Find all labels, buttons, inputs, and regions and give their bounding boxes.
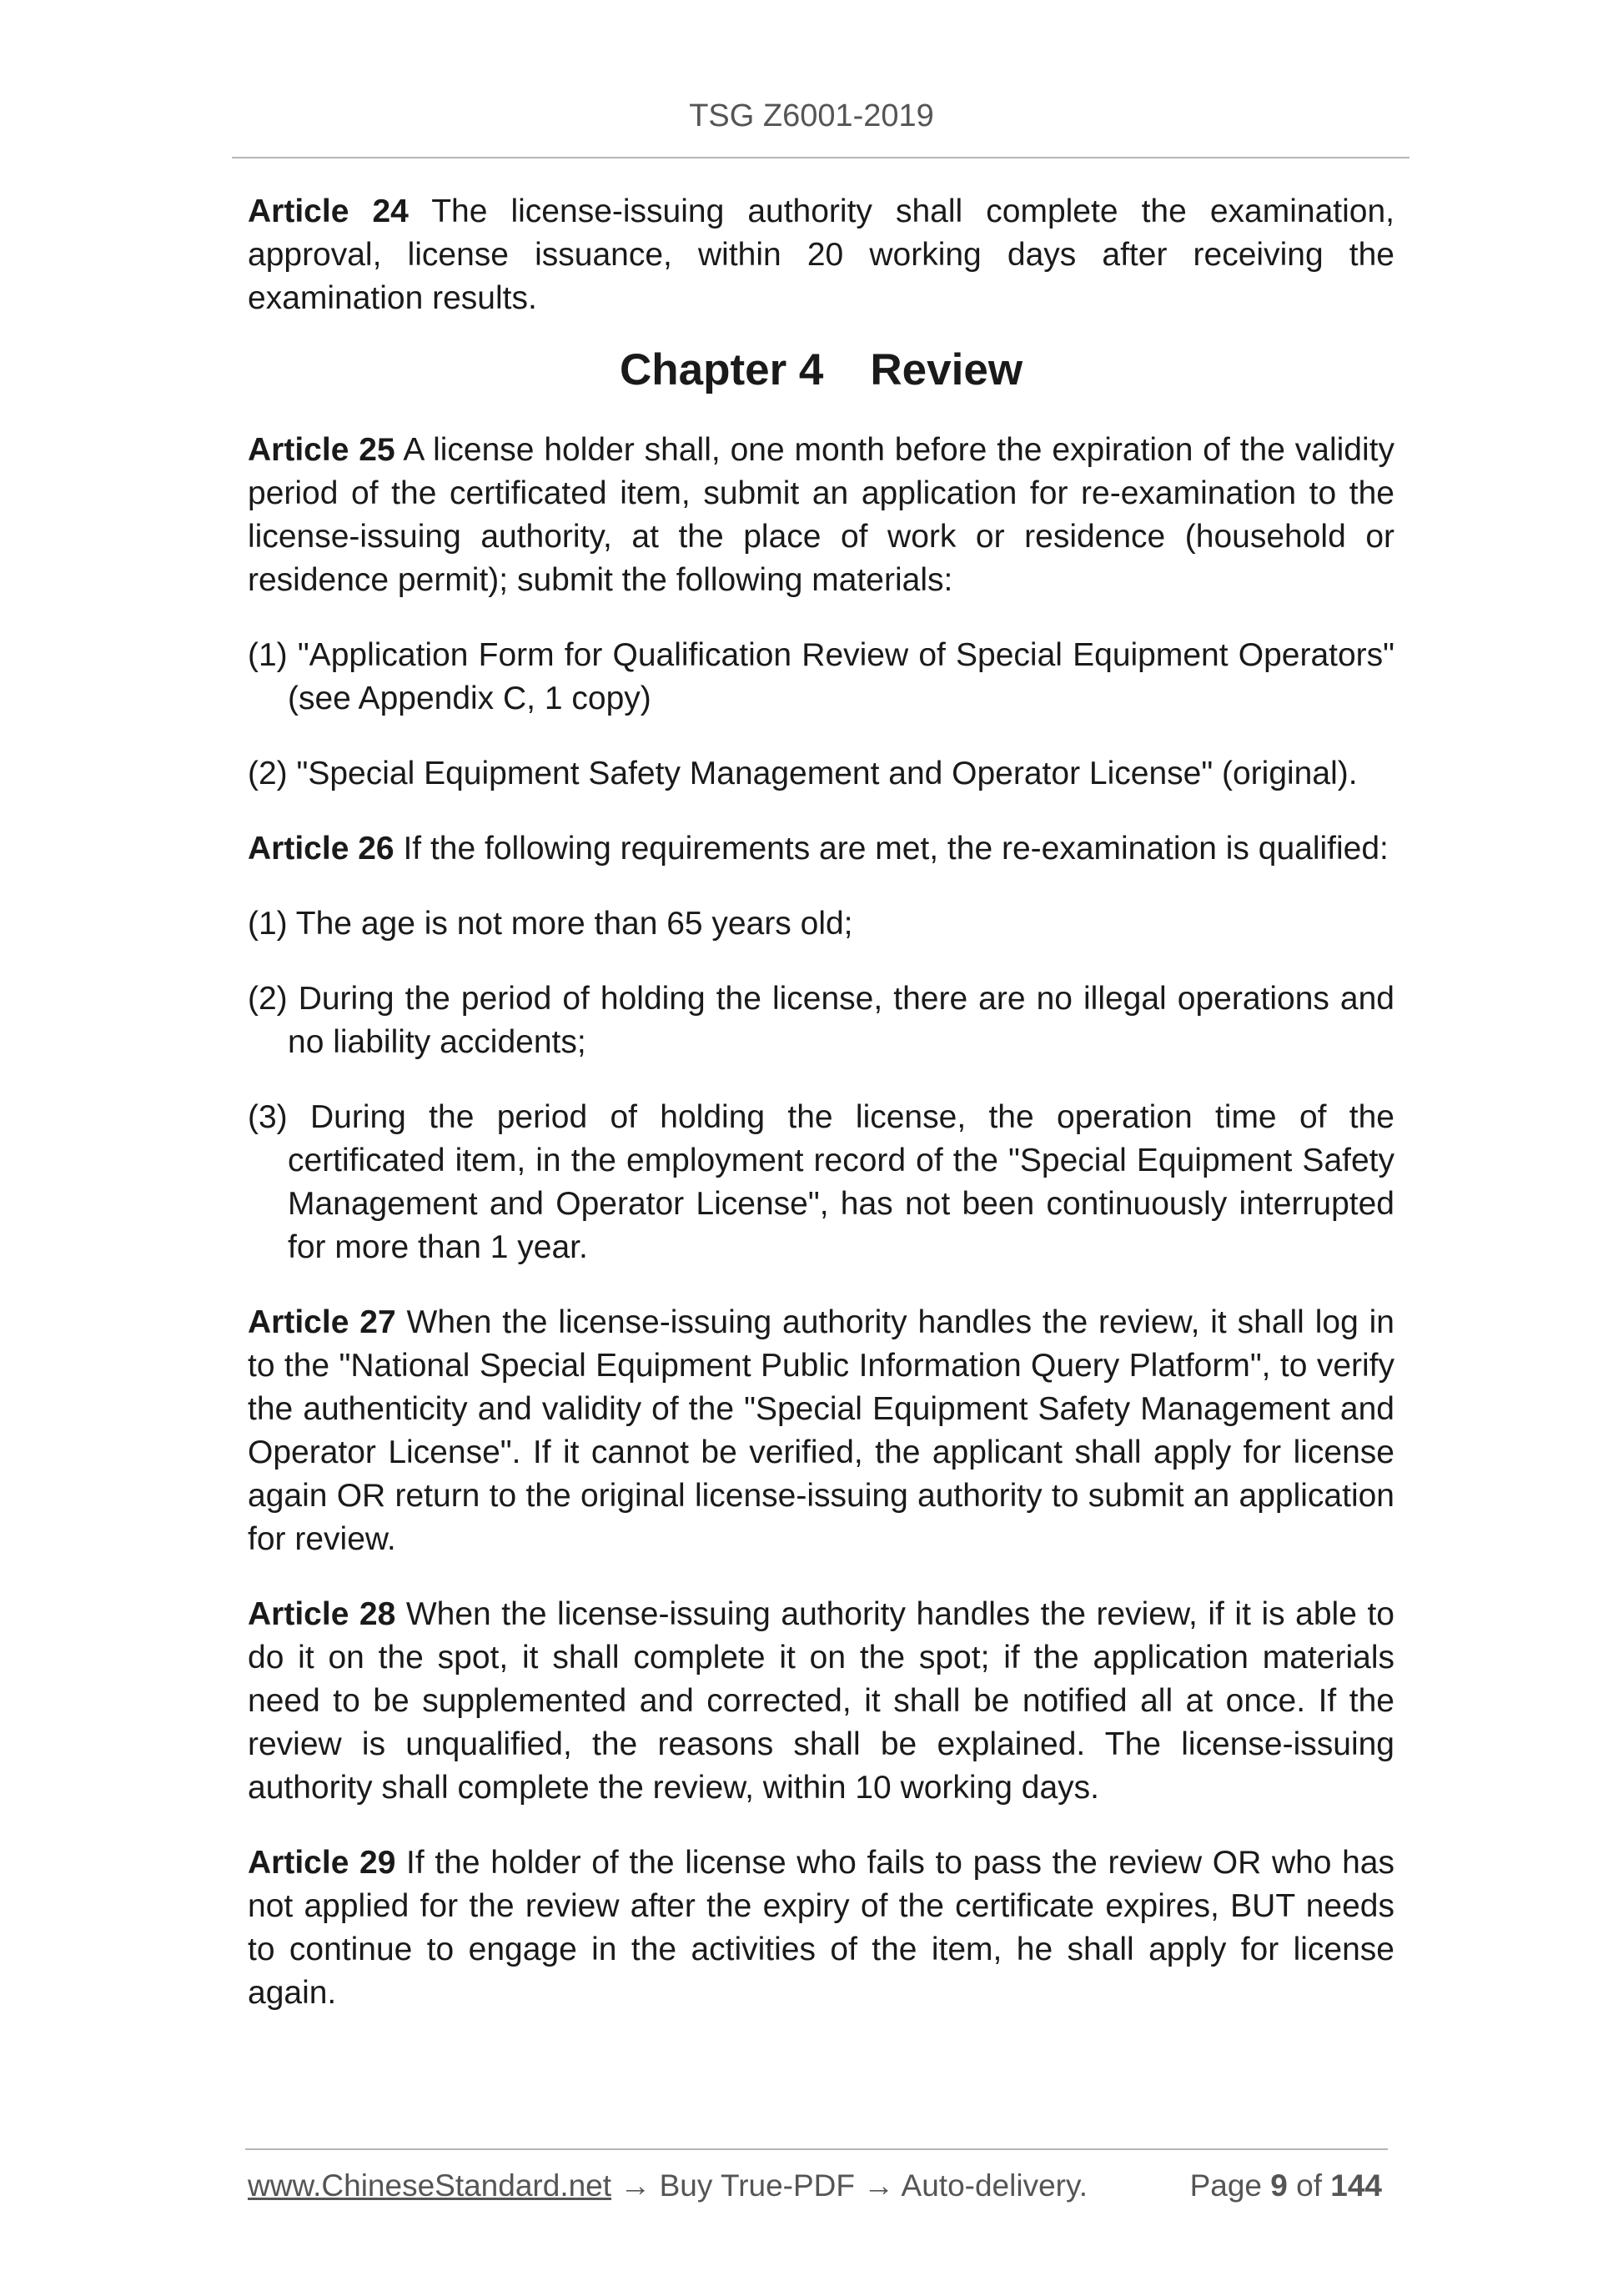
article-text: A license holder shall, one month before the expiration of the validity period of the certificated item, submit an application for re-examination to the license-issuing authority, at the place of work or residence (household or residence permit); submit the following materials: [248,432,1394,598]
article-24 [248,190,1394,320]
article-label: Article 26 [248,831,394,867]
chapter-title: Review [870,345,1023,394]
chapter-heading [248,344,1394,397]
article-text: When the license-issuing authority handles the review, it shall log in to the "National Special Equipment Public Information Query Platform", to verify the authenticity and validity of the "Special Equipment Safety Management and Operator License". If it cannot be verified, the applicant shall apply for license again OR return to the original license-issuing authority to submit an application for review. [248,1304,1394,1557]
page-number [1190,2167,1382,2205]
article-text: The license-issuing authority shall complete the examination, approval, license issuance, within 20 working days after receiving the examination results. [248,193,1394,316]
article-label: Article 27 [248,1304,396,1340]
article-label: Article 28 [248,1596,396,1632]
list-item: (2) During the period of holding the license, there are no illegal operations and no liability accidents; [248,981,1394,1060]
article-29 [248,1841,1394,2015]
list-item: (1) "Application Form for Qualification Review of Special Equipment Operators" (see Appendix C, 1 copy) [248,637,1394,716]
article-28 [248,1593,1394,1810]
list-item: (2) "Special Equipment Safety Management and Operator License" (original). [248,756,1358,791]
list-item: (1) The age is not more than 65 years old; [248,906,853,942]
arrow-right-icon: → [620,2168,651,2203]
document-code: TSG Z6001-2019 [689,98,934,133]
article-26 [248,827,1394,871]
current-page: 9 [1270,2168,1288,2203]
auto-delivery-text: Auto-delivery. [901,2168,1088,2203]
footer-divider [245,2148,1388,2150]
website-link[interactable]: www.ChineseStandard.net [248,2168,612,2203]
article-text: When the license-issuing authority handles the review, if it is able to do it on the spot, it shall complete it on the spot; if the application materials need to be supplemented and corrected, it shall be notified all at once. If the review is unqualified, the reasons shall be explained. The license-issuing authority shall complete the review, within 10 working days. [248,1596,1394,1806]
buy-pdf-text: Buy True-PDF [659,2168,856,2203]
chapter-number: Chapter 4 [619,345,824,394]
article-label: Article 24 [248,193,409,229]
of-label: of [1296,2168,1322,2203]
article-label: Article 25 [248,432,395,468]
document-body [248,190,1394,2015]
arrow-right-icon: → [863,2168,895,2203]
page-footer [248,2167,1382,2205]
header-divider [232,157,1409,158]
article-text: If the following requirements are met, the re-examination is qualified: [394,831,1389,867]
page-label: Page [1189,2168,1262,2203]
article-text: If the holder of the license who fails to pass the review OR who has not applied for the review after the expiry of the certificate expires, BUT needs to continue to engage in the activities of the item, he shall apply for license again. [248,1845,1394,2011]
article-label: Article 29 [248,1845,396,1881]
article-25 [248,429,1394,602]
total-pages: 144 [1330,2168,1382,2203]
list-item: (3) During the period of holding the license, the operation time of the certificated item, in the employment record of the "Special Equipment Safety Management and Operator License", has not been continuously interrupted for more than 1 year. [248,1099,1394,1265]
article-27 [248,1301,1394,1561]
